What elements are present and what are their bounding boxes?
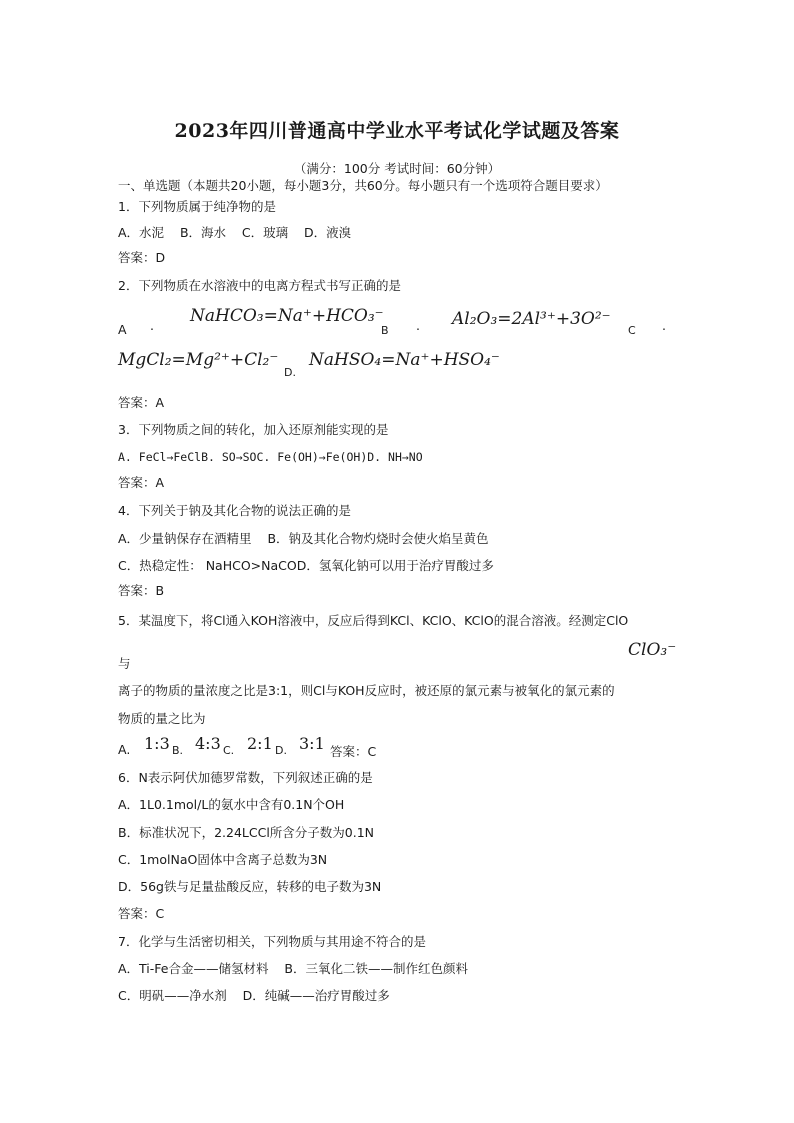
question-6-stem: 6．N表示阿伏加德罗常数，下列叙述正确的是 (118, 770, 373, 785)
question-4-stem: 4．下列关于钠及其化合物的说法正确的是 (118, 503, 351, 518)
question-6-option-d: D．56g铁与足量盐酸反应，转移的电子数为3N (118, 879, 382, 894)
question-6-option-b: B．标准状况下，2.24LCCl所含分子数为0.1N (118, 825, 375, 840)
question-5-answer: 答案：C (330, 744, 377, 759)
question-2-equation-c: MgCl₂=Mg²⁺+Cl₂⁻ (118, 350, 279, 370)
question-3-answer: 答案：A (118, 475, 165, 490)
question-1-options: A．水泥 B．海水 C．玻璃 D．液溴 (118, 225, 352, 240)
exam-info: （满分：100分 考试时间：60分钟） (293, 161, 501, 176)
question-3-options: A. FeCl→FeClB. SO→SOC. Fe(OH)→Fe(OH)D. NH→NO (118, 450, 423, 464)
question-5-value-d: 3:1 (299, 734, 325, 753)
question-2-label-a: A (118, 322, 127, 337)
question-4-options-ab: A．少量钠保存在酒精里 B．钠及其化合物灼烧时会使火焰呈黄色 (118, 531, 489, 546)
question-5-label-a: A. (118, 742, 131, 757)
question-2-label-d: D. (284, 366, 296, 379)
question-2-equation-a: NaHCO₃=Na⁺+HCO₃⁻ (190, 306, 384, 326)
question-7-stem: 7．化学与生活密切相关，下列物质与其用途不符合的是 (118, 934, 426, 949)
question-1-stem: 1．下列物质属于纯净物的是 (118, 199, 276, 214)
question-2-dot-a: . (150, 318, 154, 333)
question-5-label-b: B. (172, 744, 184, 757)
page-title: 2023年四川普通高中学业水平考试化学试题及答案 (174, 120, 620, 142)
question-4-answer: 答案：B (118, 583, 165, 598)
question-2-dot-b: . (416, 318, 420, 333)
question-4-options-cd: C．热稳定性： NaHCO>NaCOD．氢氧化钠可以用于治疗胃酸过多 (118, 558, 494, 573)
question-5-line-3: 物质的量之比为 (118, 711, 206, 726)
question-6-answer: 答案：C (118, 906, 165, 921)
question-5-line-2: 离子的物质的量浓度之比是3:1，则Cl与KOH反应时，被还原的氯元素与被氧化的氯元素的 (118, 683, 615, 698)
question-5-value-b: 4:3 (195, 734, 221, 753)
question-6-option-c: C．1molNaO固体中含离子总数为3N (118, 852, 328, 867)
question-7-options-cd: C．明矾——净水剂 D．纯碱——治疗胃酸过多 (118, 988, 390, 1003)
question-5-chlorate-ion: ClO₃⁻ (628, 640, 677, 660)
question-1-answer: 答案：D (118, 250, 166, 265)
question-5-stem: 5．某温度下，将Cl通入KOH溶液中，反应后得到KCl、KClO、KClO的混合溶液。经测定ClO (118, 613, 629, 628)
section-heading: 一、单选题（本题共20小题，每小题3分，共60分。每小题只有一个选项符合题目要求） (118, 178, 608, 193)
question-5-value-c: 2:1 (247, 734, 273, 753)
question-5-label-d: D. (275, 744, 287, 757)
question-2-stem: 2．下列物质在水溶液中的电离方程式书写正确的是 (118, 278, 401, 293)
question-2-answer: 答案：A (118, 395, 165, 410)
question-2-label-b: B (381, 324, 389, 337)
question-2-dot-c: . (662, 318, 666, 333)
question-5-value-a: 1:3 (144, 734, 170, 753)
question-3-stem: 3．下列物质之间的转化，加入还原剂能实现的是 (118, 422, 389, 437)
question-5-label-c: C. (223, 744, 235, 757)
question-5-yu: 与 (118, 656, 131, 671)
question-2-equation-b: Al₂O₃=2Al³⁺+3O²⁻ (452, 309, 611, 329)
question-2-label-c: C (628, 324, 636, 337)
question-7-options-ab: A．Ti-Fe合金——储氢材料 B．三氧化二铁——制作红色颜料 (118, 961, 468, 976)
question-6-option-a: A．1L0.1mol/L的氨水中含有0.1N个OH (118, 797, 345, 812)
question-2-equation-d: NaHSO₄=Na⁺+HSO₄⁻ (309, 350, 500, 370)
